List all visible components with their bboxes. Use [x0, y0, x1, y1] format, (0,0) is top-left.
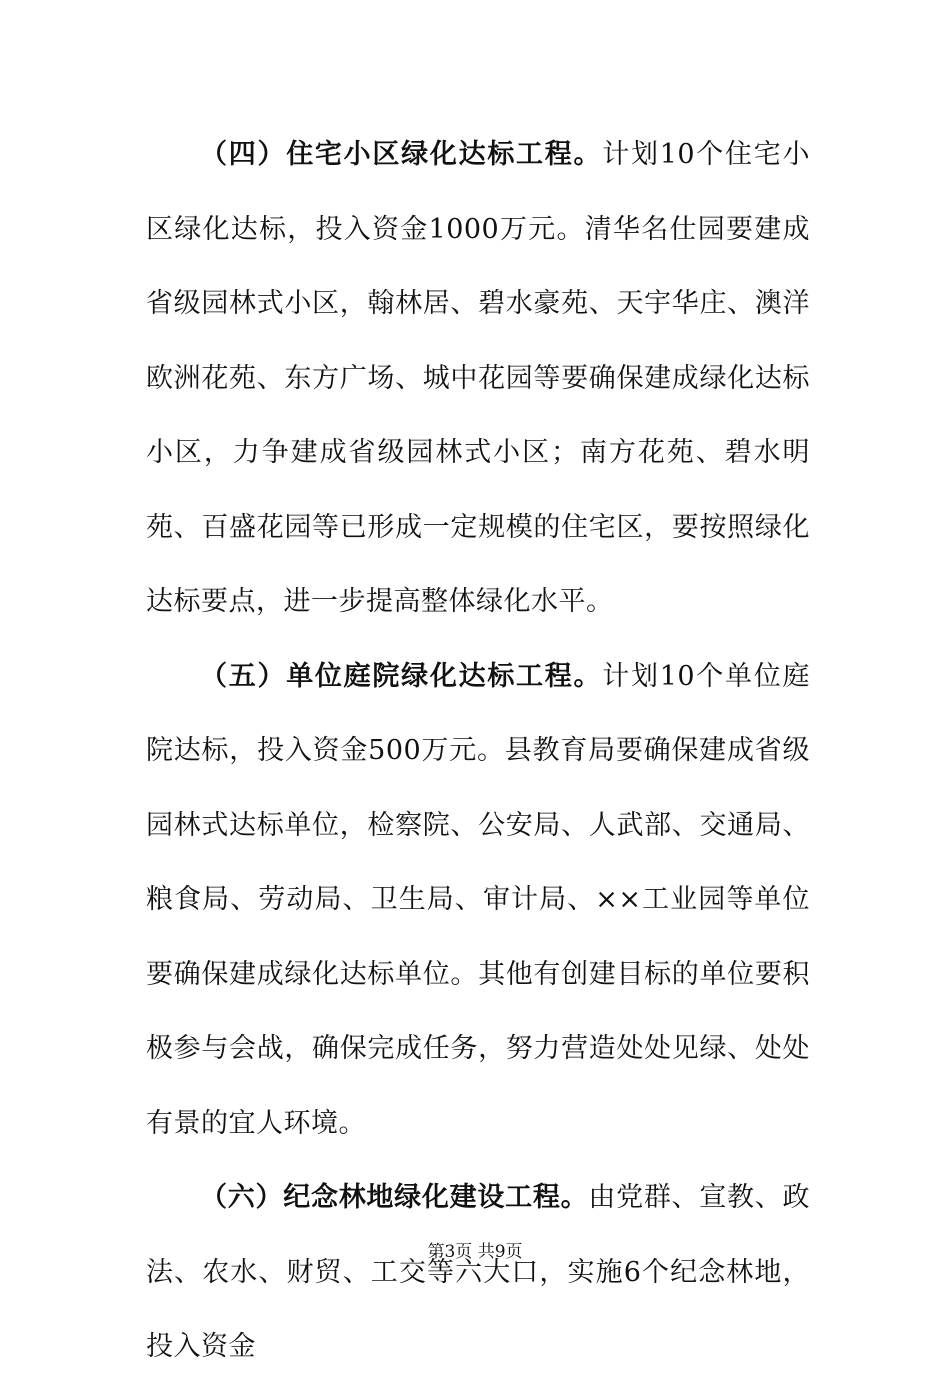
paragraph-text: 计划10个单位庭院达标，投入资金500万元。县教育局要确保建成省级园林式达标单位，检察院、公安局、人武部、交通局、粮食局、劳动局、卫生局、审计局、××工业园等单位要确保建成绿化达标单位。其他有创建目标的单位要积极参与会战，确保完成任务，努力营造处处见绿、处处有景的宜人环境。 [146, 660, 810, 1139]
page-footer [0, 1240, 950, 1264]
paragraph-unit-courtyard-greening [146, 640, 810, 1162]
paragraph-text: 由党群、宣教、政法、农水、财贸、工交等六大口，实施6个纪念林地，投入资金 [146, 1182, 811, 1362]
page-number: 第3页 共9页 [427, 1242, 523, 1262]
paragraph-memorial-forest [146, 1161, 810, 1385]
paragraph-heading: （四）住宅小区绿化达标工程。 [200, 139, 603, 170]
document-body [146, 118, 810, 1385]
paragraph-heading: （六）纪念林地绿化建设工程。 [200, 1182, 589, 1213]
paragraph-residential-greening [146, 118, 810, 640]
paragraph-heading: （五）单位庭院绿化达标工程。 [200, 660, 603, 692]
paragraph-text: 计划10个住宅小区绿化达标，投入资金1000万元。清华名仕园要建成省级园林式小区，翰林居、碧水豪苑、天宇华庄、澳洋欧洲花苑、东方广场、城中花园等要确保建成绿化达标小区，力争建成省级园林式小区；南方花苑、碧水明苑、百盛花园等已形成一定规模的住宅区，要按照绿化达标要点，进一步提高整体绿化水平。 [146, 139, 810, 617]
